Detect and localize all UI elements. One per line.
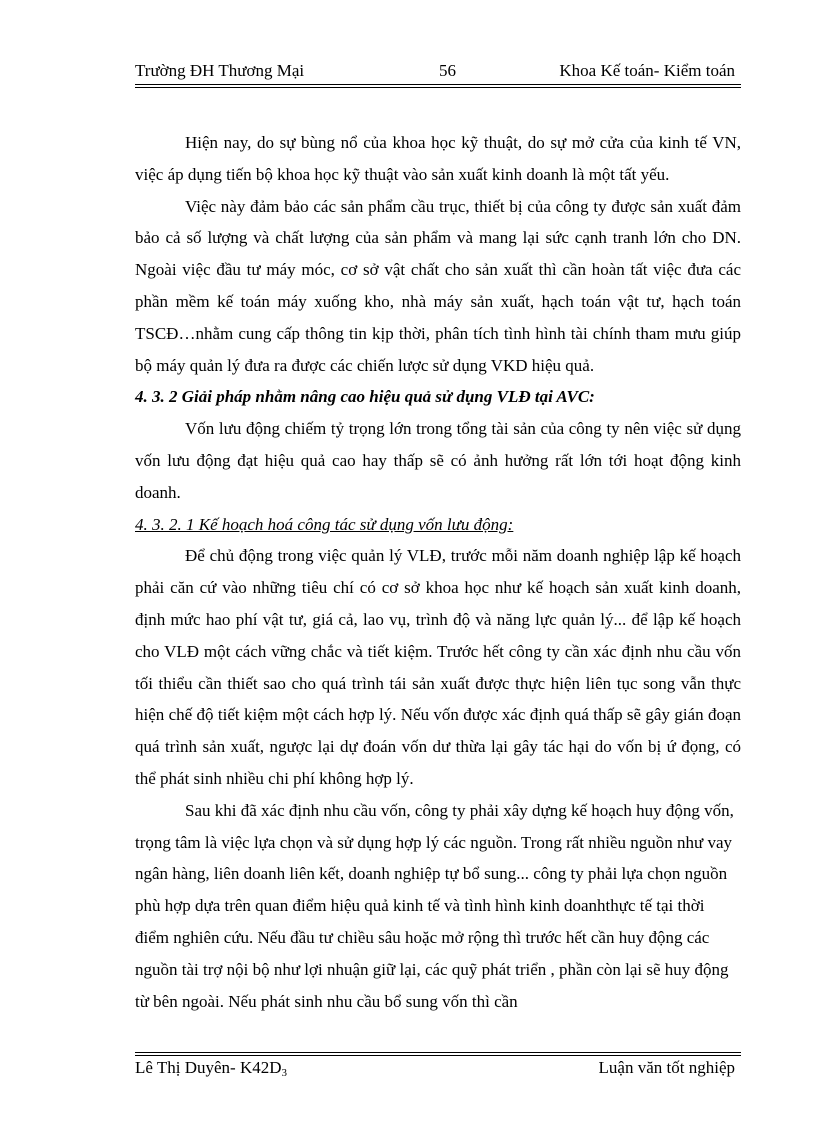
paragraph-5: Sau khi đã xác định nhu cầu vốn, công ty phải xây dựng kế hoạch huy động vốn, trọng tâm là việc lựa chọn và sử dụng hợp lý các nguồn. Trong rất nhiều nguồn như vay ngân hàng, liên doanh liên kết, doanh nghiệp tự bổ sung... công ty phải lựa chọn nguồn phù hợp dựa trên quan điểm hiệu quả kinh tế và tình hình kinh doanhthực tế tại thời điểm nghiên cứu. Nếu đầu tư chiều sâu hoặc mở rộng thì trước hết cần huy động các nguồn tài trợ nội bộ như lợi nhuận giữ lại, các quỹ phát triển , phần còn lại sẽ huy động từ bên ngoài. Nếu phát sinh nhu cầu bổ sung vốn thì cần bbox=[135, 800, 734, 1011]
footer-doc-type: Luận văn tốt nghiệp bbox=[598, 1058, 735, 1077]
document-page bbox=[135, 0, 741, 1123]
subsection-heading: 4. 3. 2. 1 Kế hoạch hoá công tác sử dụng vốn lưu động: bbox=[135, 514, 514, 534]
footer-divider bbox=[135, 1052, 741, 1056]
page-header bbox=[135, 60, 741, 82]
page-footer bbox=[135, 1057, 741, 1079]
document-body bbox=[135, 127, 741, 1017]
section-heading: 4. 3. 2 Giải pháp nhằm nâng cao hiệu quả sử dụng VLĐ tại AVC: bbox=[135, 387, 595, 407]
header-school: Trường ĐH Thương Mại bbox=[135, 61, 305, 80]
header-department: Khoa Kế toán- Kiểm toán bbox=[559, 61, 735, 80]
header-divider bbox=[135, 84, 741, 88]
header-page-number: 56 bbox=[439, 61, 456, 80]
paragraph-2: Việc này đảm bảo các sản phẩm cầu trục, thiết bị của công ty được sản xuất đảm bảo cả số lượng và chất lượng của sản phẩm và mang lại sức cạnh tranh lớn cho DN. Ngoài việc đầu tư máy móc, cơ sở vật chất cho sản xuất thì cần hoàn tất việc đưa các phần mềm kế toán máy xuống kho, nhà máy sản xuất, hạch toán vật tư, hạch toán TSCĐ…nhằm cung cấp thông tin kịp thời, phân tích tình hình tài chính tham mưu giúp bộ máy quản lý đưa ra được các chiến lược sử dụng VKD hiệu quả. bbox=[135, 196, 741, 375]
footer-author bbox=[135, 1057, 287, 1084]
footer-author-name: Lê Thị Duyên- K42D bbox=[135, 1058, 282, 1077]
paragraph-4: Để chủ động trong việc quản lý VLĐ, trước mỗi năm doanh nghiệp lập kế hoạch phải căn cứ vào những tiêu chí có cơ sở khoa học như kế hoạch sản xuất kinh doanh, định mức hao phí vật tư, giá cả, lao vụ, trình độ và năng lực quản lý... để lập kế hoạch cho VLĐ một cách vững chắc và tiết kiệm. Trước hết công ty cần xác định nhu cầu vốn tối thiểu cần thiết sao cho quá trình tái sản xuất được thực hiện liên tục song vẫn thực hiện chế độ tiết kiệm một cách hợp lý. Nếu vốn được xác định quá thấp sẽ gây gián đoạn quá trình sản xuất, ngược lại dự đoán vốn dư thừa lại gây tác hại do vốn bị ứ đọng, có thể phát sinh nhiều chi phí không hợp lý. bbox=[135, 546, 741, 788]
paragraph-3: Vốn lưu động chiếm tỷ trọng lớn trong tổng tài sản của công ty nên việc sử dụng vốn lưu động đạt hiệu quả cao hay thấp sẽ có ảnh hưởng rất lớn tới hoạt động kinh doanh. bbox=[135, 419, 741, 502]
paragraph-1: Hiện nay, do sự bùng nổ của khoa học kỹ thuật, do sự mở cửa của kinh tế VN, việc áp dụng tiến bộ khoa học kỹ thuật vào sản xuất kinh doanh là một tất yếu. bbox=[135, 133, 741, 184]
footer-author-subscript: 3 bbox=[281, 1067, 288, 1079]
